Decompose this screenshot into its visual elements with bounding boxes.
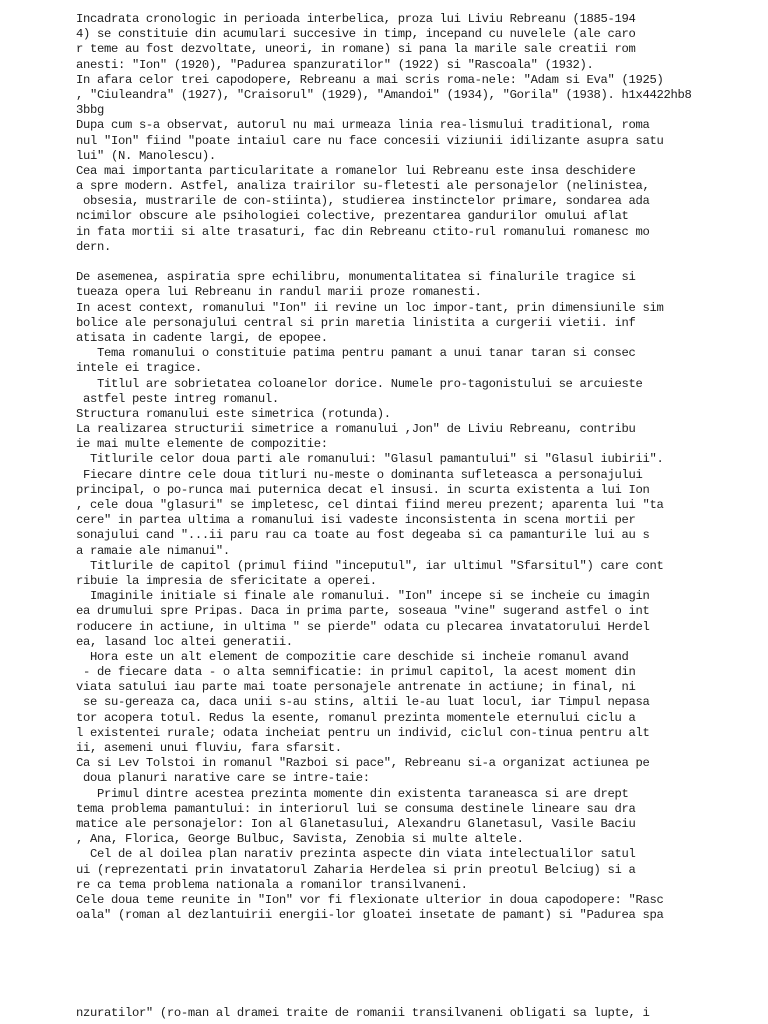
document-line: lui" (N. Manolescu). bbox=[76, 148, 216, 163]
document-line bbox=[76, 255, 756, 270]
document-line: , "Ciuleandra" (1927), "Craisorul" (1929), "Amandoi" (1934), "Gorila" (1938). h1x4422hb8 bbox=[76, 87, 692, 102]
document-line: tueaza opera lui Rebreanu in randul marii proze romanesti. bbox=[76, 285, 482, 300]
document-line: cere" in partea ultima a romanului isi vadeste inconsistenta in scena mortii per bbox=[76, 513, 636, 528]
document-line: l existentei rurale; odata incheiat pentru un individ, ciclul con-tinua pentru alt bbox=[76, 725, 650, 740]
document-line: a ramaie ale nimanui". bbox=[76, 543, 230, 558]
document-line: in fata mortii si alte trasaturi, fac din Rebreanu ctito-rul romanului romanesc mo bbox=[76, 224, 650, 239]
document-line: doua planuri narative care se intre-taie: bbox=[76, 771, 370, 786]
document-line: Imaginile initiale si finale ale romanului. "Ion" incepe si se incheie cu imagin bbox=[76, 589, 650, 604]
document-line: matice ale personajelor: Ion al Glanetasului, Alexandru Glanetasul, Vasile Baciu bbox=[76, 816, 636, 831]
document-line: 3bbg bbox=[76, 103, 104, 118]
document-line: viata satului iau parte mai toate personajele antrenate in actiune; in final, ni bbox=[76, 680, 636, 695]
document-line: tor acopera totul. Redus la esente, romanul prezinta momentele eternului ciclu a bbox=[76, 710, 636, 725]
document-line: ncimilor obscure ale psihologiei colective, prezentarea gandurilor omului aflat bbox=[76, 209, 629, 224]
document-line: Primul dintre acestea prezinta momente din existenta taraneasca si are drept bbox=[76, 786, 629, 801]
document-line: De asemenea, aspiratia spre echilibru, monumentalitatea si finalurile tragice si bbox=[76, 270, 636, 285]
document-body bbox=[76, 12, 756, 923]
document-line: principal, o po-runca mai puternica decat el insusi. in scurta existenta a lui Ion bbox=[76, 482, 650, 497]
document-line: ui (reprezentati prin invatatorul Zaharia Herdelea si prin preotul Belciug) si a bbox=[76, 862, 636, 877]
document-line: Cea mai importanta particularitate a romanelor lui Rebreanu este insa deschidere bbox=[76, 163, 636, 178]
document-line: Fiecare dintre cele doua titluri nu-meste o dominanta sufleteasca a personajului bbox=[76, 467, 643, 482]
document-line: nul "Ion" fiind "poate intaiul care nu face concesii viziunii idilizante asupra satu bbox=[76, 133, 664, 148]
document-line: Titlul are sobrietatea coloanelor dorice. Numele pro-tagonistului se arcuieste bbox=[76, 376, 643, 391]
document-line: dern. bbox=[76, 239, 111, 254]
document-line: a spre modern. Astfel, analiza trairilor su-fletesti ale personajelor (nelinistea, bbox=[76, 179, 650, 194]
document-line: Tema romanului o constituie patima pentru pamant a unui tanar taran si consec bbox=[76, 346, 636, 361]
document-line: tema problema pamantului: in interiorul lui se consuma destinele lineare sau dra bbox=[76, 801, 636, 816]
document-line: In afara celor trei capodopere, Rebreanu a mai scris roma-nele: "Adam si Eva" (1925) bbox=[76, 72, 664, 87]
document-line: , Ana, Florica, George Bulbuc, Savista, Zenobia si multe altele. bbox=[76, 832, 524, 847]
document-line: ie mai multe elemente de compozitie: bbox=[76, 437, 328, 452]
document-line: La realizarea structurii simetrice a romanului ,Jon" de Liviu Rebreanu, contribu bbox=[76, 422, 636, 437]
document-line: ea, lasand loc altei generatii. bbox=[76, 634, 293, 649]
document-line: In acest context, romanului "Ion" ii revine un loc impor-tant, prin dimensiunile sim bbox=[76, 300, 664, 315]
document-line: Structura romanului este simetrica (rotunda). bbox=[76, 406, 391, 421]
document-line: atisata in cadente largi, de epopee. bbox=[76, 330, 328, 345]
document-line: Ca si Lev Tolstoi in romanul "Razboi si pace", Rebreanu si-a organizat actiunea pe bbox=[76, 756, 650, 771]
document-line: r teme au fost dezvoltate, uneori, in romane) si pana la marile sale creatii rom bbox=[76, 42, 636, 57]
document-line: roducere in actiune, in ultima " se pierde" odata cu plecarea invatatorului Herdel bbox=[76, 619, 650, 634]
document-line: ii, asemeni unui fluviu, fara sfarsit. bbox=[76, 741, 342, 755]
document-line: Titlurile celor doua parti ale romanului: "Glasul pamantului" si "Glasul iubirii". bbox=[76, 452, 664, 467]
document-line: oala" (roman al dezlantuirii energii-lor gloatei insetate de pamant) si "Padurea spa bbox=[76, 908, 664, 923]
document-line: 4) se constituie din acumulari succesive in timp, incepand cu nuvelele (ale caro bbox=[76, 27, 636, 42]
document-line: - de fiecare data - o alta semnificatie: in primul capitol, la acest moment din bbox=[76, 665, 636, 680]
document-line: , cele doua "glasuri" se impletesc, cel dintai fiind mereu prezent; aparenta lui "ta bbox=[76, 498, 664, 512]
document-line: Cele doua teme reunite in "Ion" vor fi flexionate ulterior in doua capodopere: "Rasc bbox=[76, 892, 664, 907]
document-line: re ca tema problema nationala a romanilor transilvaneni. bbox=[76, 877, 468, 892]
document-line: anesti: "Ion" (1920), "Padurea spanzuratilor" (1922) si "Rascoala" (1932). bbox=[76, 57, 594, 72]
document-line: Incadrata cronologic in perioada interbelica, proza lui Liviu Rebreanu (1885-194 bbox=[76, 12, 636, 26]
document-line: intele ei tragice. bbox=[76, 361, 202, 376]
document-line: Titlurile de capitol (primul fiind "inceputul", iar ultimul "Sfarsitul") care cont bbox=[76, 558, 664, 573]
document-line: bolice ale personajului central si prin maretia linistita a curgerii vietii. inf bbox=[76, 315, 636, 330]
document-tail-line: nzuratilor" (ro-man al dramei traite de romanii transilvaneni obligati sa lupte, i bbox=[76, 1006, 650, 1020]
document-line: se su-gereaza ca, daca unii s-au stins, altii le-au luat locul, iar Timpul nepasa bbox=[76, 695, 650, 710]
document-line: Dupa cum s-a observat, autorul nu mai urmeaza linia rea-lismului traditional, roma bbox=[76, 118, 650, 133]
document-line: astfel peste intreg romanul. bbox=[76, 391, 279, 406]
document-line: Cel de al doilea plan narativ prezinta aspecte din viata intelectualilor satul bbox=[76, 847, 636, 862]
document-line: Hora este un alt element de compozitie care deschide si incheie romanul avand bbox=[76, 649, 629, 664]
document-line: ea drumului spre Pripas. Daca in prima parte, soseaua "vine" sugerand astfel o int bbox=[76, 604, 650, 619]
document-line: obsesia, mustrarile de con-stiinta), studierea instinctelor primare, sondarea ada bbox=[76, 194, 650, 209]
document-line: ribuie la impresia de sfericitate a operei. bbox=[76, 573, 377, 588]
document-line: sonajului cand "...ii paru rau ca toate au fost degeaba si ca pamanturile lui au s bbox=[76, 528, 650, 543]
